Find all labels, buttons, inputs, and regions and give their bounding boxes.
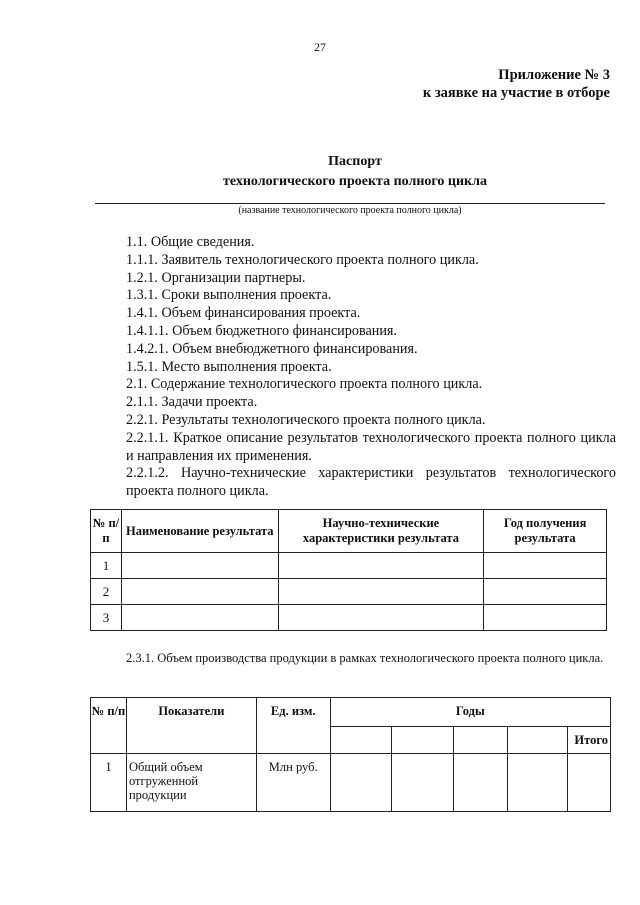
outline-item: 1.3.1. Сроки выполнения проекта. bbox=[126, 287, 332, 304]
characteristics-cell bbox=[278, 553, 484, 579]
indicator-cell: Общий объем отгруженной продукции bbox=[126, 754, 256, 812]
outline-item: 1.4.1. Объем финансирования проекта. bbox=[126, 305, 361, 322]
outline-item: 2.1.1. Задачи проекта. bbox=[126, 394, 258, 411]
outline-item: 2.1. Содержание технологического проекта полного цикла. bbox=[126, 376, 483, 393]
col-header-number: № п/п bbox=[91, 698, 127, 754]
table-row bbox=[91, 754, 611, 812]
page-number: 27 bbox=[314, 40, 326, 54]
col-header-total: Итого bbox=[567, 727, 610, 754]
table-row bbox=[91, 605, 607, 631]
outline-item: 2.2.1.1. Краткое описание результатов технологического проекта полного цикла и направления их применения. bbox=[126, 429, 616, 464]
total-cell bbox=[567, 754, 610, 812]
year-cell bbox=[484, 553, 607, 579]
col-header-characteristics: Научно-технические характеристики результата bbox=[278, 510, 484, 553]
outline-item: 2.2.1.2. Научно-технические характеристики результатов технологического проекта полного цикла. bbox=[126, 465, 616, 500]
col-header-indicator: Показатели bbox=[126, 698, 256, 754]
table-row bbox=[91, 553, 607, 579]
row-number: 2 bbox=[91, 579, 122, 605]
year-column-cell bbox=[392, 727, 454, 754]
table-header-row bbox=[91, 510, 607, 553]
production-table bbox=[90, 697, 611, 812]
production-paragraph: 2.3.1. Объем производства продукции в рамках технологического проекта полного цикла. bbox=[126, 651, 604, 665]
document-title: Паспорт bbox=[328, 154, 382, 169]
year-cell bbox=[484, 605, 607, 631]
value-cell bbox=[508, 754, 568, 812]
table-header-row bbox=[91, 698, 611, 727]
year-column-cell bbox=[454, 727, 508, 754]
result-name-cell bbox=[121, 553, 278, 579]
outline-item: 1.1. Общие сведения. bbox=[126, 234, 255, 250]
section-outline bbox=[126, 234, 616, 501]
project-name-line bbox=[95, 203, 605, 204]
unit-cell: Млн руб. bbox=[256, 754, 330, 812]
year-column-cell bbox=[508, 727, 568, 754]
col-header-years: Годы bbox=[330, 698, 610, 727]
result-name-cell bbox=[121, 605, 278, 631]
characteristics-cell bbox=[278, 605, 484, 631]
value-cell bbox=[392, 754, 454, 812]
row-number: 1 bbox=[91, 754, 127, 812]
row-number: 1 bbox=[91, 553, 122, 579]
appendix-label: Приложение № 3 bbox=[498, 67, 610, 83]
value-cell bbox=[454, 754, 508, 812]
document-subtitle: технологического проекта полного цикла bbox=[223, 174, 487, 189]
col-header-unit: Ед. изм. bbox=[256, 698, 330, 754]
outline-item: 1.4.1.1. Объем бюджетного финансирования. bbox=[126, 322, 398, 339]
outline-item: 1.4.2.1. Объем внебюджетного финансирования. bbox=[126, 340, 418, 357]
year-column-cell bbox=[330, 727, 392, 754]
characteristics-cell bbox=[278, 579, 484, 605]
project-name-caption: (название технологического проекта полного цикла) bbox=[238, 205, 462, 216]
col-header-result-name: Наименование результата bbox=[121, 510, 278, 553]
result-name-cell bbox=[121, 579, 278, 605]
appendix-subtitle: к заявке на участие в отборе bbox=[422, 85, 610, 101]
year-cell bbox=[484, 579, 607, 605]
col-header-number: № п/п bbox=[91, 510, 122, 553]
outline-item: 2.2.1. Результаты технологического проекта полного цикла. bbox=[126, 411, 486, 428]
outline-item: 1.1.1. Заявитель технологического проекта полного цикла. bbox=[126, 251, 479, 268]
results-table bbox=[90, 509, 607, 631]
col-header-year: Год получения результата bbox=[484, 510, 607, 553]
outline-item: 1.2.1. Организации партнеры. bbox=[126, 269, 306, 286]
row-number: 3 bbox=[91, 605, 122, 631]
value-cell bbox=[330, 754, 392, 812]
outline-item: 1.5.1. Место выполнения проекта. bbox=[126, 358, 332, 375]
table-row bbox=[91, 579, 607, 605]
